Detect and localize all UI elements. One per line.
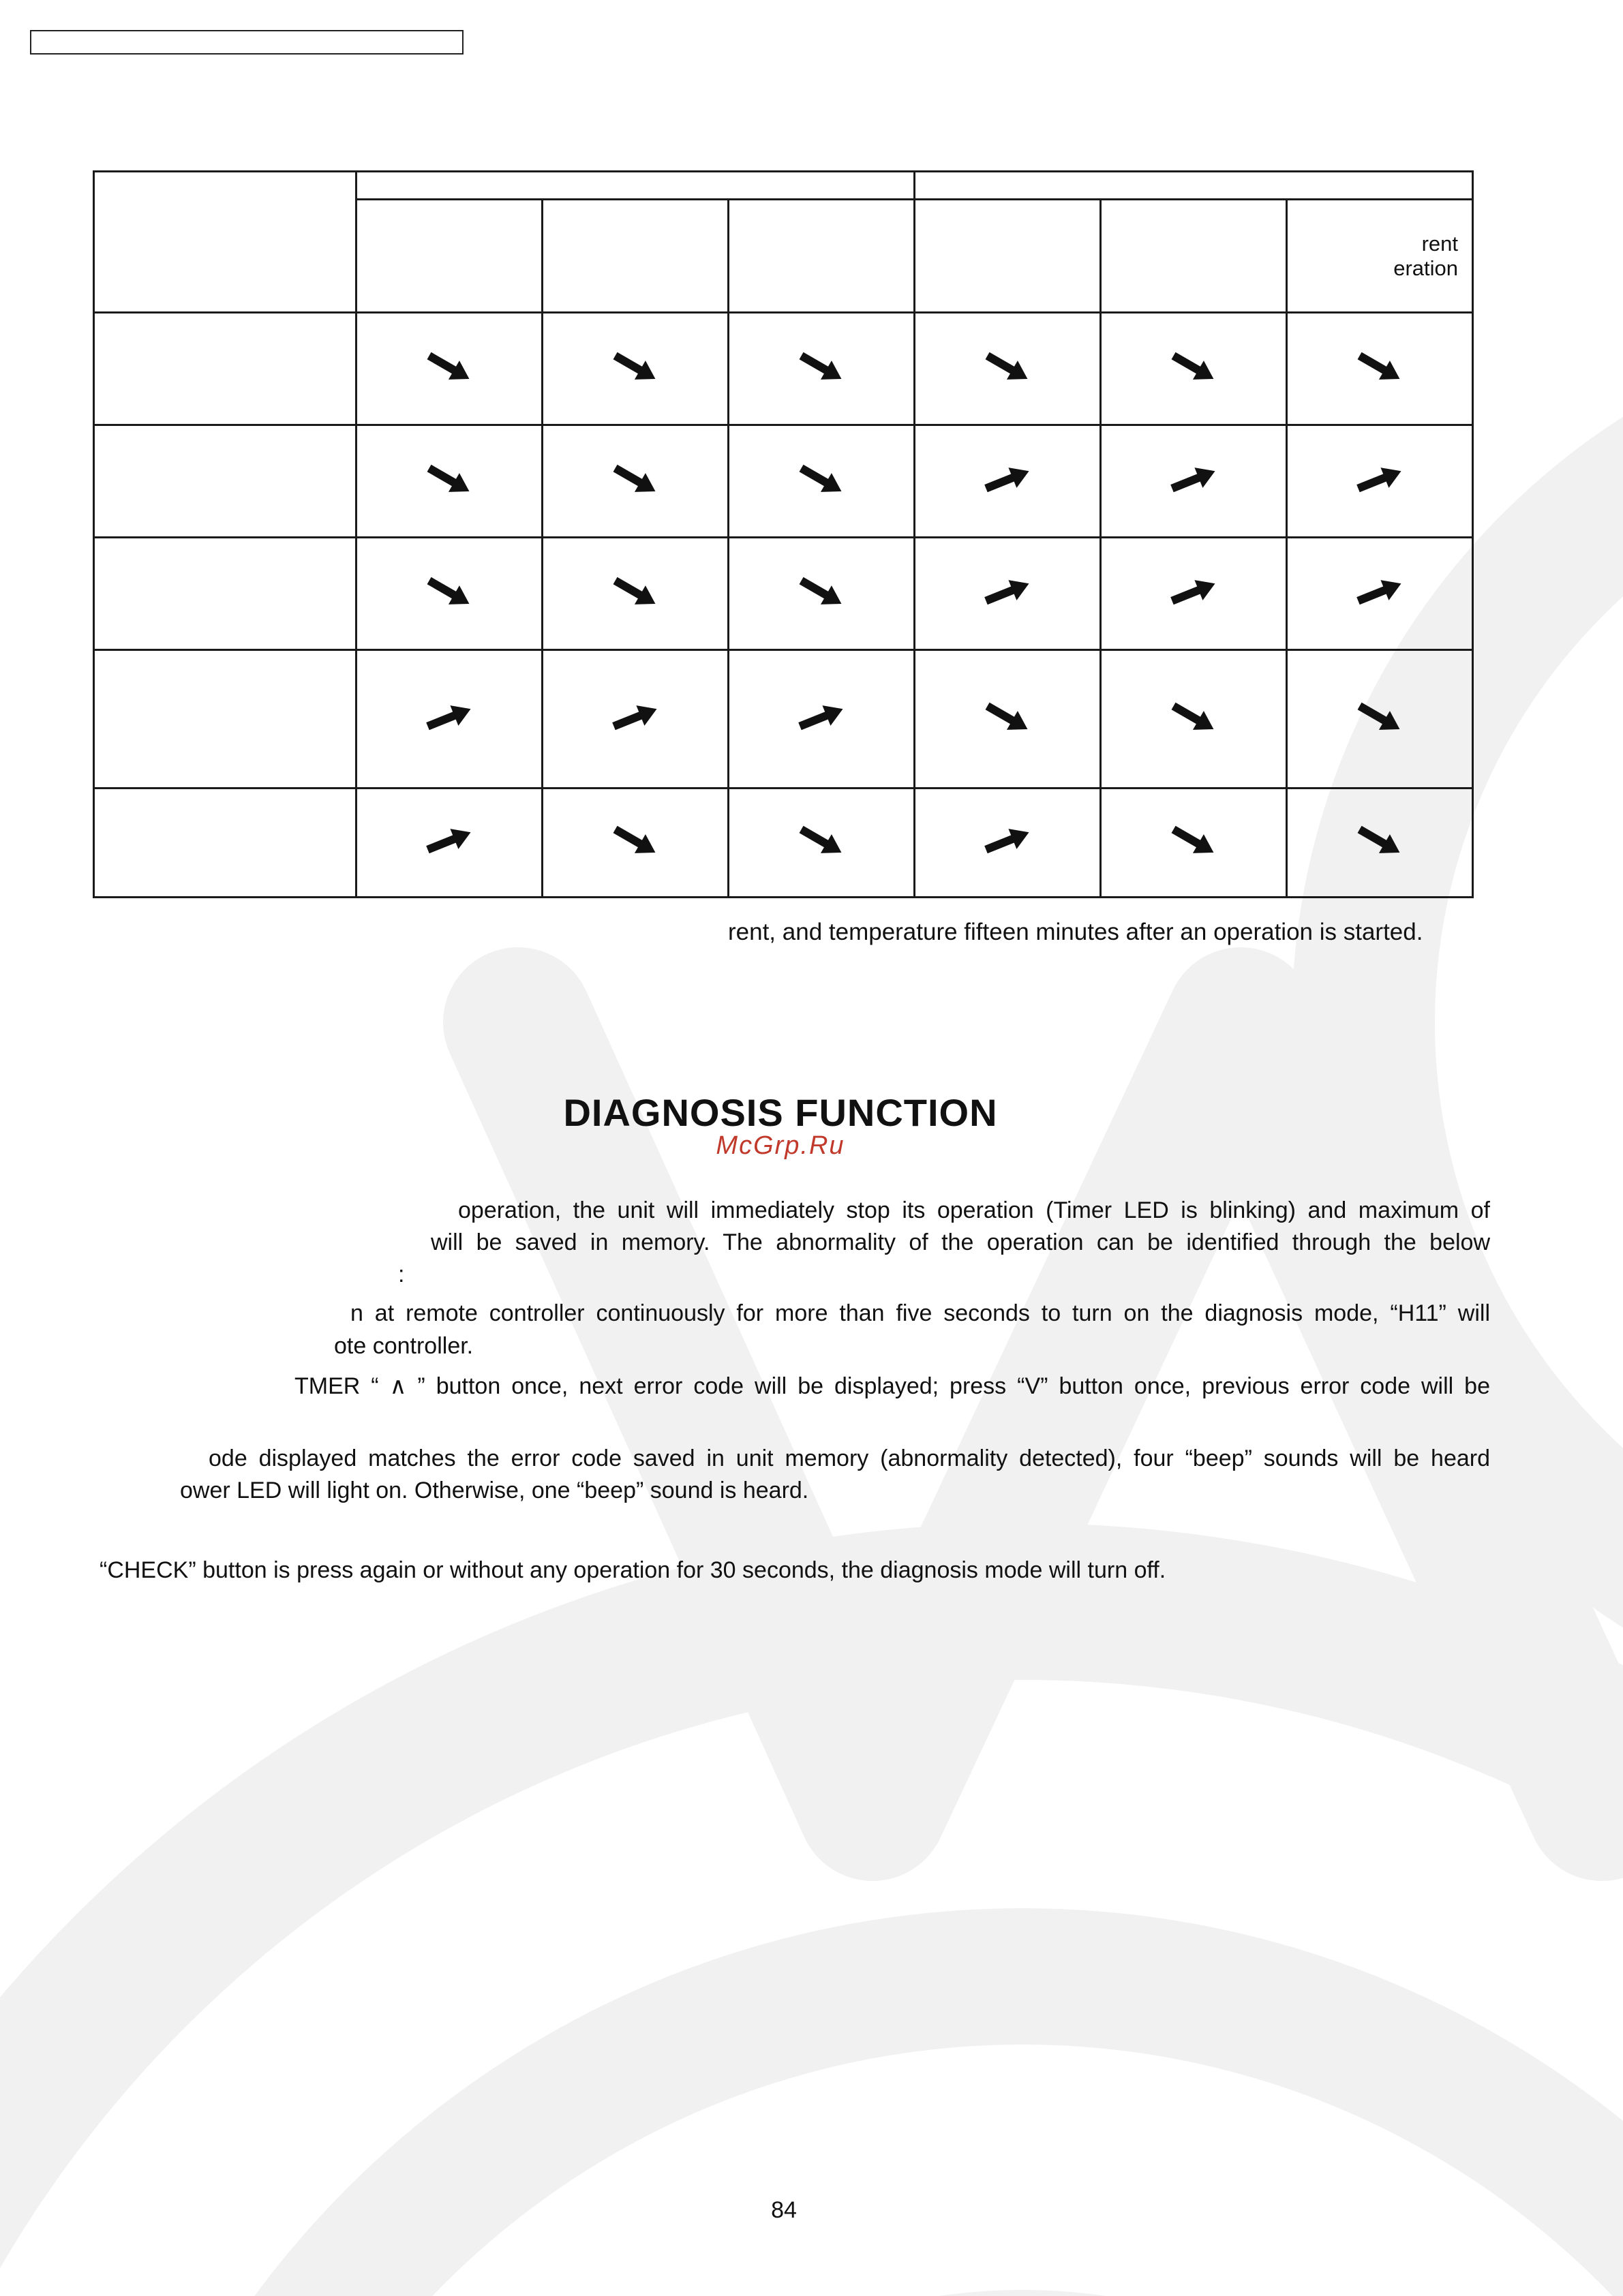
paragraph-line: “CHECK” button is press again or without any operation for 30 seconds, the diagnosis mode will turn off. — [100, 1557, 1166, 1583]
arrow-cell — [729, 313, 915, 425]
row-label-cell — [94, 650, 357, 789]
arrow-cell — [1287, 538, 1473, 650]
table-row — [94, 650, 1473, 789]
arrow-up-right-icon — [1166, 572, 1221, 613]
arrow-down-right-icon — [980, 697, 1035, 738]
arrow-cell — [915, 425, 1101, 538]
arrow-up-right-icon — [422, 697, 476, 738]
row-label-cell — [94, 789, 357, 898]
arrow-cell — [1101, 789, 1287, 898]
arrow-cell — [543, 538, 729, 650]
arrow-down-right-icon — [608, 821, 663, 861]
column-header — [543, 200, 729, 313]
table-row — [94, 425, 1473, 538]
row-label-cell — [94, 538, 357, 650]
airflow-direction-table — [93, 170, 1474, 898]
arrow-cell — [729, 789, 915, 898]
arrow-cell — [357, 425, 543, 538]
header-box — [30, 30, 464, 55]
arrow-down-right-icon — [1166, 821, 1221, 861]
arrow-cell — [543, 313, 729, 425]
arrow-down-right-icon — [794, 347, 849, 388]
arrow-down-right-icon — [608, 347, 663, 388]
arrow-down-right-icon — [1352, 821, 1407, 861]
paragraph-line: ower LED will light on. Otherwise, one “beep” sound is heard. — [180, 1478, 809, 1503]
paragraph-line: operation, the unit will immediately stop its operation (Timer LED is blinking) and maximum of — [458, 1197, 1490, 1223]
paragraph-line: n at remote controller continuously for more than five seconds to turn on the diagnosis mode, “H11” will — [350, 1300, 1490, 1326]
arrow-down-right-icon — [422, 347, 476, 388]
arrow-cell — [543, 789, 729, 898]
arrow-cell — [357, 538, 543, 650]
arrow-cell — [357, 789, 543, 898]
arrow-up-right-icon — [608, 697, 663, 738]
arrow-cell — [729, 650, 915, 789]
arrow-up-right-icon — [1352, 572, 1407, 613]
arrow-cell — [1287, 650, 1473, 789]
column-header — [1287, 200, 1473, 313]
arrow-up-right-icon — [422, 821, 476, 861]
arrow-up-right-icon — [980, 459, 1035, 500]
column-header — [1101, 200, 1287, 313]
arrow-down-right-icon — [608, 459, 663, 500]
arrow-down-right-icon — [794, 821, 849, 861]
table-row — [94, 789, 1473, 898]
table-corner-cell — [94, 172, 357, 313]
arrow-cell — [1287, 313, 1473, 425]
paragraph-line: TMER “ ∧ ” button once, next error code will be displayed; press “V” button once, previous error code will be — [294, 1373, 1490, 1399]
arrow-down-right-icon — [422, 572, 476, 613]
table-footnote: rent, and temperature fifteen minutes after an operation is started. — [728, 919, 1423, 945]
arrow-cell — [1101, 650, 1287, 789]
arrow-cell — [357, 313, 543, 425]
column-header — [729, 200, 915, 313]
arrow-down-right-icon — [980, 347, 1035, 388]
arrow-cell — [1101, 425, 1287, 538]
arrow-cell — [729, 538, 915, 650]
arrow-cell — [543, 425, 729, 538]
arrow-up-right-icon — [1352, 459, 1407, 500]
arrow-down-right-icon — [794, 572, 849, 613]
arrow-cell — [357, 650, 543, 789]
arrow-cell — [915, 538, 1101, 650]
arrow-cell — [543, 650, 729, 789]
arrow-up-right-icon — [980, 572, 1035, 613]
arrow-down-right-icon — [794, 459, 849, 500]
watermark-text: McGrp.Ru — [716, 1131, 845, 1160]
column-header-line: rent — [1421, 231, 1458, 256]
row-label-cell — [94, 425, 357, 538]
row-label-cell — [94, 313, 357, 425]
arrow-down-right-icon — [1166, 347, 1221, 388]
paragraph-line: ode displayed matches the error code saved in unit memory (abnormality detected), four “beep” sounds will be heard — [209, 1445, 1490, 1471]
paragraph-line: ote controller. — [334, 1333, 474, 1359]
arrow-up-right-icon — [980, 821, 1035, 861]
arrow-up-right-icon — [1166, 459, 1221, 500]
arrow-cell — [1101, 313, 1287, 425]
table-row — [94, 313, 1473, 425]
arrow-up-right-icon — [794, 697, 849, 738]
table-row — [94, 538, 1473, 650]
group-header-right — [915, 172, 1473, 200]
arrow-down-right-icon — [1166, 697, 1221, 738]
arrow-cell — [729, 425, 915, 538]
paragraph-line: will be saved in memory. The abnormality of the operation can be identified through the below — [431, 1229, 1490, 1255]
arrow-down-right-icon — [422, 459, 476, 500]
paragraph-line: : — [398, 1261, 405, 1287]
arrow-cell — [915, 789, 1101, 898]
arrow-cell — [915, 650, 1101, 789]
page-number: 84 — [771, 2197, 797, 2223]
arrow-cell — [1287, 425, 1473, 538]
arrow-cell — [1101, 538, 1287, 650]
arrow-cell — [915, 313, 1101, 425]
arrow-cell — [1287, 789, 1473, 898]
arrow-down-right-icon — [608, 572, 663, 613]
group-header-left — [357, 172, 915, 200]
arrow-down-right-icon — [1352, 347, 1407, 388]
arrow-down-right-icon — [1352, 697, 1407, 738]
column-header-line: eration — [1393, 256, 1458, 280]
column-header — [915, 200, 1101, 313]
column-header — [357, 200, 543, 313]
section-title: DIAGNOSIS FUNCTION — [563, 1091, 998, 1134]
